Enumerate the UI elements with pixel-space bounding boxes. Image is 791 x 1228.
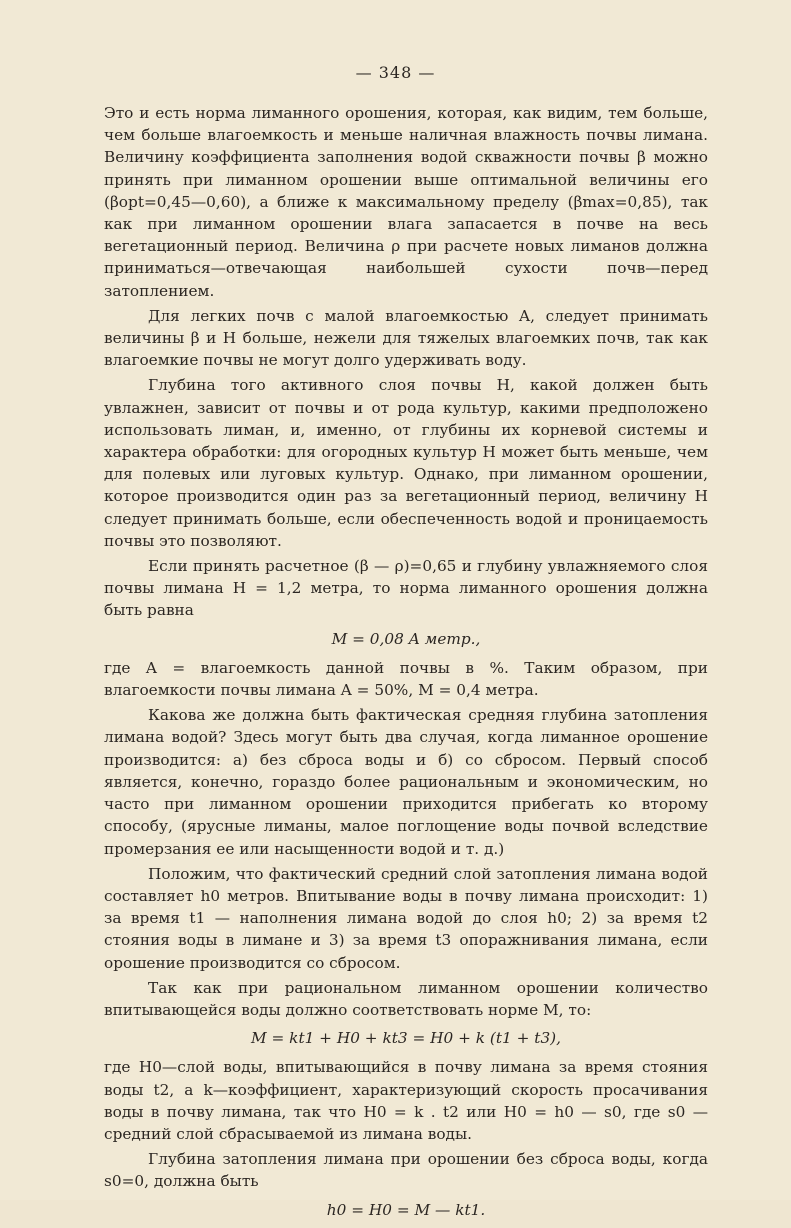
formula-norm: M = 0,08 A метр., [331,629,481,648]
body-text [104,102,708,1228]
paragraph-3: Глубина того активного слоя почвы H, какой должен быть увлажнен, зависит от почвы и от рода культур, какими предположено использовать лиман, и, именно, от глубины их корневой системы и характера обработки: для огородных культур H может быть меньше, чем для полевых или луговых культур. Однако, при лиманном орошении, которое производится один раз за вегетационный период, величину H следует принимать больше, если обеспеченность водой и проницаемость почвы это позволяют. [104,376,708,550]
paragraph-9: где H0—слой воды, впитывающийся в почву лимана за время стояния воды t2, а k—коэффициент, характеризующий скорость просачивания воды в почву лимана, так что H0 = k . t2 или H0 = h0 — s0, где s0 — средний слой сбрасываемой из лимана воды. [104,1058,708,1143]
paragraph-4: Если принять расчетное (β — ρ)=0,65 и глубину увлажняемого слоя почвы лимана H = 1,2 метра, то норма лиманного орошения должна быть равна [104,557,708,620]
paragraph-1: Это и есть норма лиманного орошения, которая, как видим, тем больше, чем больше влагоемкость и меньше наличная влажность почвы лимана. Величину коэффициента заполнения водой скважности почвы β можно принять при лиманном орошении выше оптимальной величины его (βopt=0,45—0,60), а ближе к максимальному пределу (βmax=0,85), так как при лиманном орошении влага запасается в почве на весь вегетационный период. Величина ρ при расчете новых лиманов должна приниматься—отвечающая наибольшей сухости почв—перед затоплением. [104,104,708,300]
formula-infiltration: M = kt1 + H0 + kt3 = H0 + k (t1 + t3), [250,1029,562,1048]
formula-depth: h0 = H0 = M — kt1. [326,1200,486,1219]
paragraph-10: Глубина затопления лимана при орошении без сброса воды, когда s0=0, должна быть [104,1150,708,1191]
paragraph-2: Для легких почв с малой влагоемкостью A, следует принимать величины β и H больше, нежели для тяжелых влагоемких почв, так как влагоемкие почвы не могут долго удерживать воду. [104,306,708,370]
paragraph-7: Положим, что фактический средний слой затопления лимана водой составляет h0 метров. Впитывание воды в почву лимана происходит: 1) за время t1 — наполнения лимана водой до слоя h0; 2) за время t2 стояния воды в лимане и 3) за время t3 опоражнивания лимана, если орошение производится со сбросом. [104,864,708,972]
page-number: — 348 — [355,63,436,82]
paragraph-6: Какова же должна быть фактическая средняя глубина затопления лимана водой? Здесь могут быть два случая, когда лиманное орошение производится: а) без сброса воды и б) со сбросом. Первый способ является, конечно, гораздо более рациональным и экономическим, но часто при лиманном орошении приходится прибегать ко второму способу, (ярусные лиманы, малое поглощение воды почвой вследствие промерзания ее или насыщенности водой и т. д.) [104,706,708,858]
paragraph-8: Так как при рациональном лиманном орошении количество впитывающейся воды должно соответствовать норме M, то: [104,978,708,1019]
paragraph-5: где A = влагоемкость данной почвы в %. Таким образом, при влагоемкости почвы лимана A = 50%, M = 0,4 метра. [104,658,708,700]
